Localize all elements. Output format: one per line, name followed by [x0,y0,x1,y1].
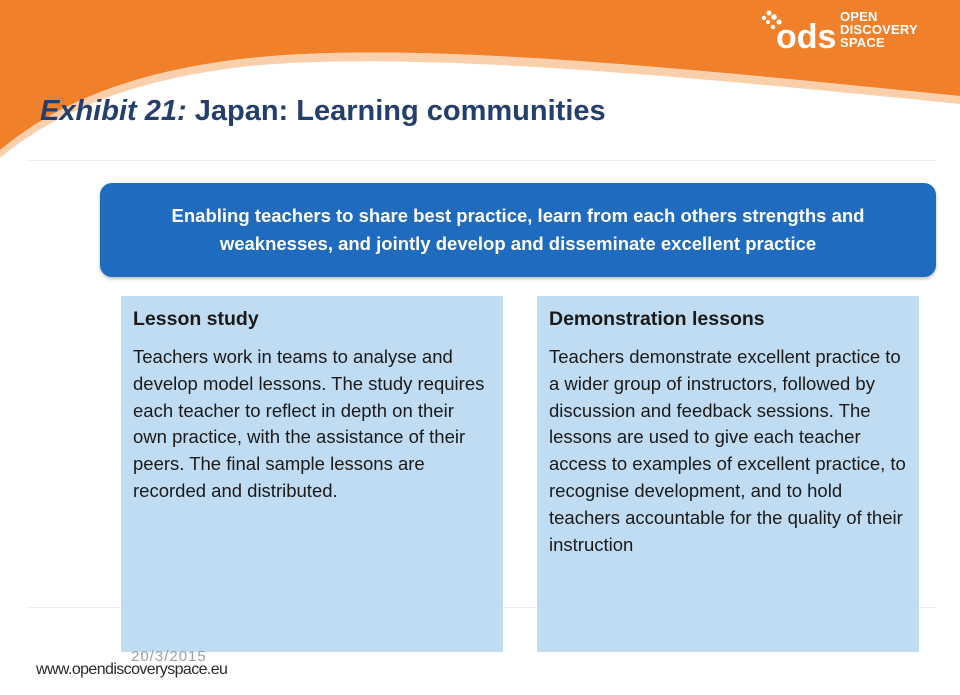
card-body: Teachers work in teams to analyse and develop model lessons. The study requires each teacher to reflect in depth on their own practice, with the assistance of their peers. The final sample lessons are recorded and distributed. [133,346,485,501]
ods-logo-icon [760,8,836,52]
footer-date: 20/3/2015 [131,648,207,665]
title-main: Japan: Learning communities [194,95,606,127]
summary-banner [100,183,936,277]
logo-line-discovery: DISCOVERY [840,22,918,37]
card-title: Demonstration lessons [549,308,765,330]
banner-text: Enabling teachers to share best practice, learn from each others strengths and weaknesses, and jointly develop and disseminate excellent practice [171,205,865,254]
demonstration-lessons-card [537,296,919,652]
footer-url-link[interactable]: www.opendiscoveryspace.eu [36,661,228,678]
title-prefix: Exhibit 21: [40,95,187,127]
ods-logo-letters: ods [776,18,836,52]
card-title: Lesson study [133,308,259,330]
logo-line-space: SPACE [840,35,885,50]
logo-wordmark [840,10,918,49]
open-discovery-space-logo [760,6,950,54]
lesson-study-card [121,296,503,652]
page-title [40,95,606,128]
card-body: Teachers demonstrate excellent practice to a wider group of instructors, followed by discussion and feedback sessions. The lessons are used to give each teacher access to examples of excellent practice, to recognise development, and to hold teachers accountable for the quality of their instruction [549,346,906,555]
logo-line-open: OPEN [840,9,878,24]
divider-line [26,160,936,161]
